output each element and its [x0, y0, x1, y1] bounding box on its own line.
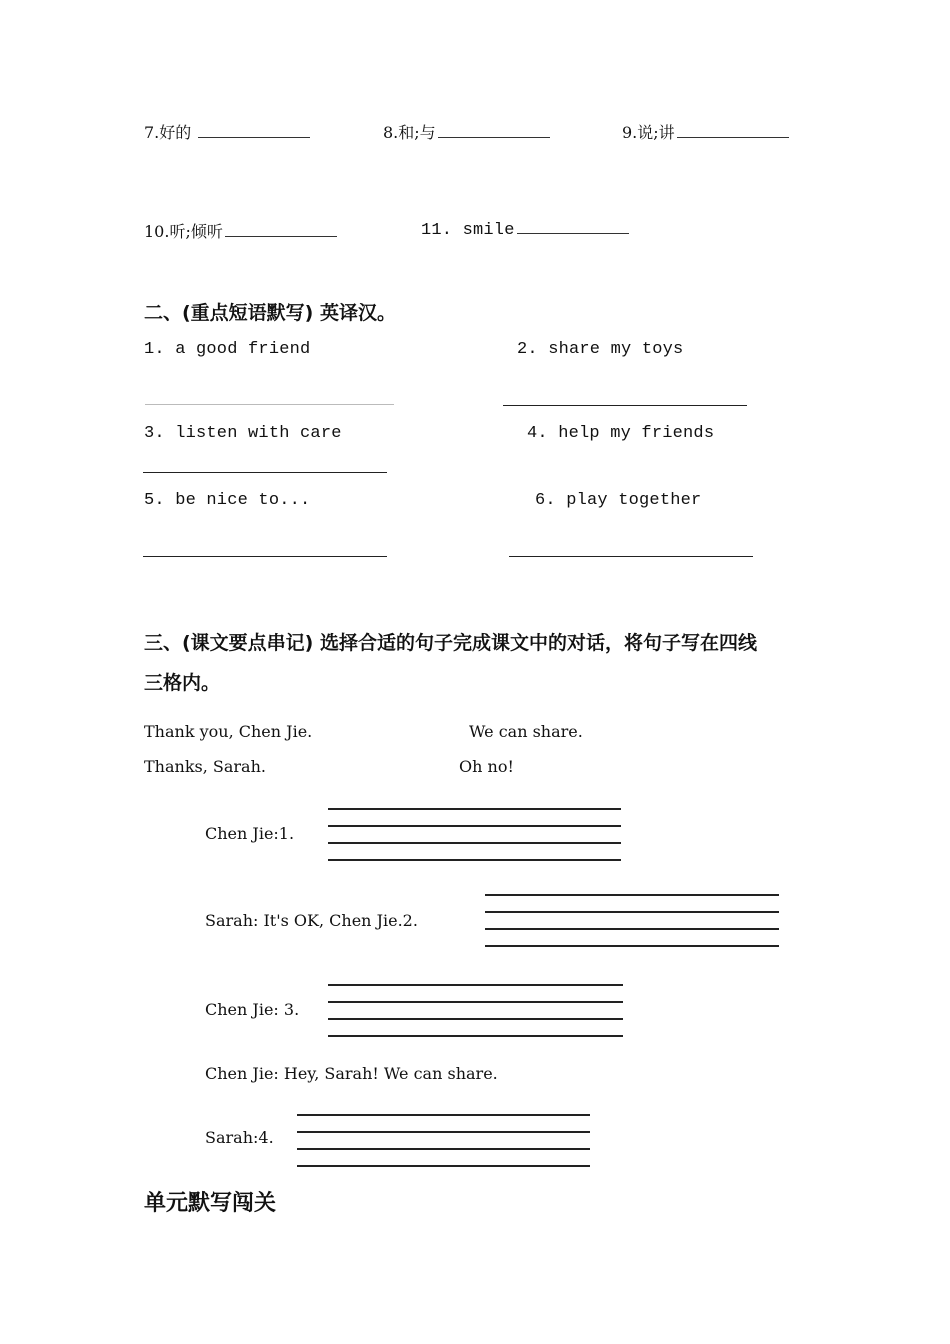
- four-line-grid-4[interactable]: [297, 1114, 590, 1166]
- answer-blank[interactable]: [438, 123, 550, 138]
- phrase-1: 1. a good friend: [144, 340, 311, 359]
- section3-heading-line2: 三格内。: [144, 672, 221, 694]
- vocab-item-11: [421, 219, 629, 240]
- answer-blank[interactable]: [517, 219, 629, 234]
- answer-blank[interactable]: [677, 123, 789, 138]
- answer-blank[interactable]: [198, 123, 310, 138]
- dialogue-line-2: Sarah: It's OK, Chen Jie.2.: [205, 911, 418, 930]
- vocab-label: 8.和;与: [383, 123, 436, 142]
- answer-line-6[interactable]: [509, 556, 753, 557]
- answer-line-2[interactable]: [503, 405, 747, 406]
- vocab-label: 10.听;倾听: [144, 222, 223, 241]
- section3-heading-line1: 三、(课文要点串记) 选择合适的句子完成课文中的对话，将句子写在四线: [144, 632, 757, 654]
- option-sentence: Thanks, Sarah.: [144, 757, 266, 776]
- phrase-6: 6. play together: [535, 491, 702, 510]
- section2-heading: 二、(重点短语默写) 英译汉。: [144, 302, 396, 324]
- vocab-item-9: [622, 120, 789, 143]
- vocab-item-7: [144, 120, 310, 143]
- dialogue-line-1: Chen Jie:1.: [205, 824, 295, 843]
- answer-blank[interactable]: [225, 222, 337, 237]
- phrase-2: 2. share my toys: [517, 340, 684, 359]
- vocab-label: 9.说;讲: [622, 123, 675, 142]
- option-sentence: Oh no!: [459, 757, 514, 776]
- option-sentence: We can share.: [469, 722, 583, 741]
- dialogue-line-4: Chen Jie: Hey, Sarah! We can share.: [205, 1064, 498, 1083]
- four-line-grid-2[interactable]: [485, 894, 779, 946]
- vocab-label: 7.好的: [144, 123, 197, 142]
- four-line-grid-3[interactable]: [328, 984, 623, 1036]
- unit-title: 单元默写闯关: [144, 1191, 277, 1216]
- four-line-grid-1[interactable]: [328, 808, 621, 860]
- option-sentence: Thank you, Chen Jie.: [144, 722, 313, 741]
- vocab-item-10: [144, 219, 337, 242]
- answer-line-3[interactable]: [143, 472, 387, 473]
- phrase-5: 5. be nice to...: [144, 491, 311, 510]
- dialogue-line-5: Sarah:4.: [205, 1128, 274, 1147]
- answer-line-5[interactable]: [143, 556, 387, 557]
- dialogue-line-3: Chen Jie: 3.: [205, 1000, 300, 1019]
- vocab-item-8: [383, 120, 550, 143]
- phrase-4: 4. help my friends: [527, 424, 715, 443]
- answer-line-1[interactable]: [145, 404, 394, 405]
- phrase-3: 3. listen with care: [144, 424, 342, 443]
- vocab-label: 11. smile: [421, 221, 515, 240]
